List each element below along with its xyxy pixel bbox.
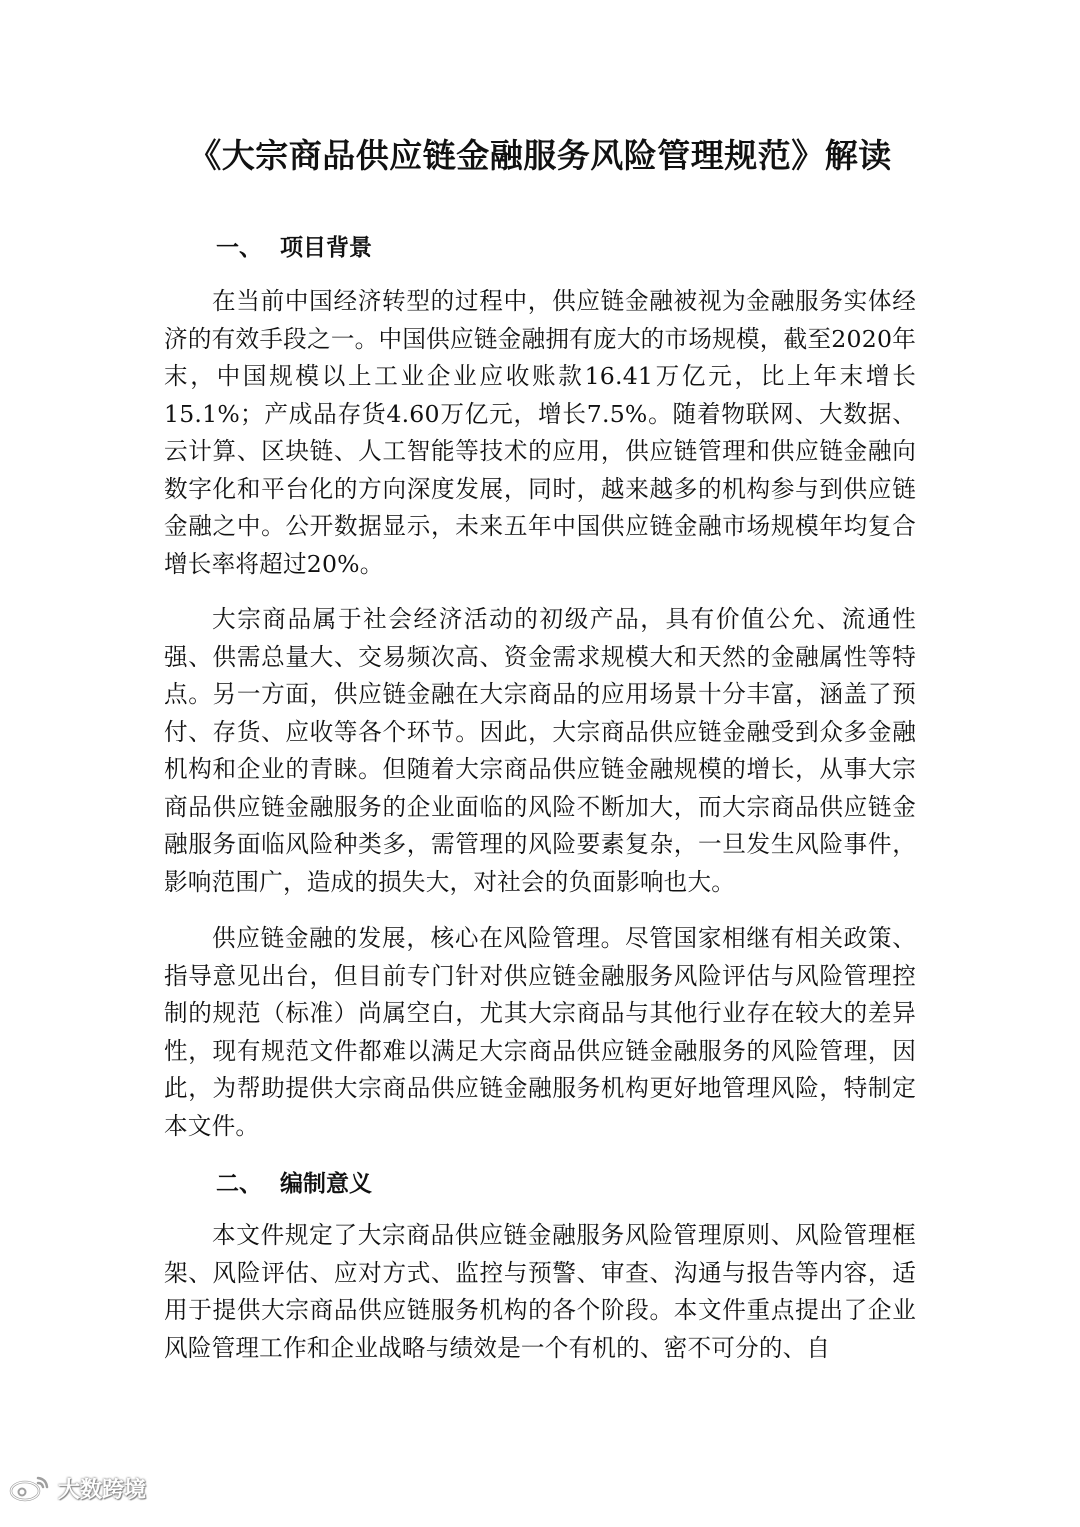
document-title: 《大宗商品供应链金融服务风险管理规范》解读: [188, 136, 892, 175]
weibo-logo-icon: [8, 1473, 52, 1503]
paragraph-commodity-features: 大宗商品属于社会经济活动的初级产品，具有价值公允、流通性强、供需总量大、交易频次高、资金需求规模大和天然的金融属性等特点。另一方面，供应链金融在大宗商品的应用场景十分丰富，涵盖了预付、存货、应收等各个环节。因此，大宗商品供应链金融受到众多金融机构和企业的青睐。但随着大宗商品供应链金融规模的增长，从事大宗商品供应链金融服务的企业面临的风险不断加大，而大宗商品供应链金融服务面临风险种类多，需管理的风险要素复杂，一旦发生风险事件，影响范围广，造成的损失大，对社会的负面影响也大。: [164, 605, 916, 896]
section-number: 二、: [216, 1171, 262, 1197]
section-heading-background: [216, 232, 372, 264]
paragraph-market-scale: 在当前中国经济转型的过程中，供应链金融被视为金融服务实体经济的有效手段之一。中国供应链金融拥有庞大的市场规模，截至2020年末，中国规模以上工业企业应收账款16.41万亿元，比上年末增长15.1%；产成品存货4.60万亿元，增长7.5%。随着物联网、大数据、云计算、区块链、人工智能等技术的应用，供应链管理和供应链金融向数字化和平台化的方向深度发展，同时，越来越多的机构参与到供应链金融之中。公开数据显示，未来五年中国供应链金融市场规模年均复合增长率将超过20%。: [164, 287, 916, 578]
paragraph-document-scope: 本文件规定了大宗商品供应链金融服务风险管理原则、风险管理框架、风险评估、应对方式、监控与预警、审查、沟通与报告等内容，适用于提供大宗商品供应链服务机构的各个阶段。本文件重点提出了企业风险管理工作和企业战略与绩效是一个有机的、密不可分的、自: [164, 1221, 916, 1362]
section-number: 一、: [216, 235, 262, 261]
watermark: [8, 1468, 146, 1508]
section-heading-significance: [216, 1168, 372, 1200]
section-title: 编制意义: [280, 1171, 372, 1197]
paragraph-risk-management: 供应链金融的发展，核心在风险管理。尽管国家相继有相关政策、指导意见出台，但目前专门针对供应链金融服务风险评估与风险管理控制的规范（标准）尚属空白，尤其大宗商品与其他行业存在较大的差异性，现有规范文件都难以满足大宗商品供应链金融服务的风险管理，因此，为帮助提供大宗商品供应链金融服务机构更好地管理风险，特制定本文件。: [164, 924, 916, 1140]
section-title: 项目背景: [280, 235, 372, 261]
watermark-text: 大数跨境: [58, 1477, 147, 1503]
